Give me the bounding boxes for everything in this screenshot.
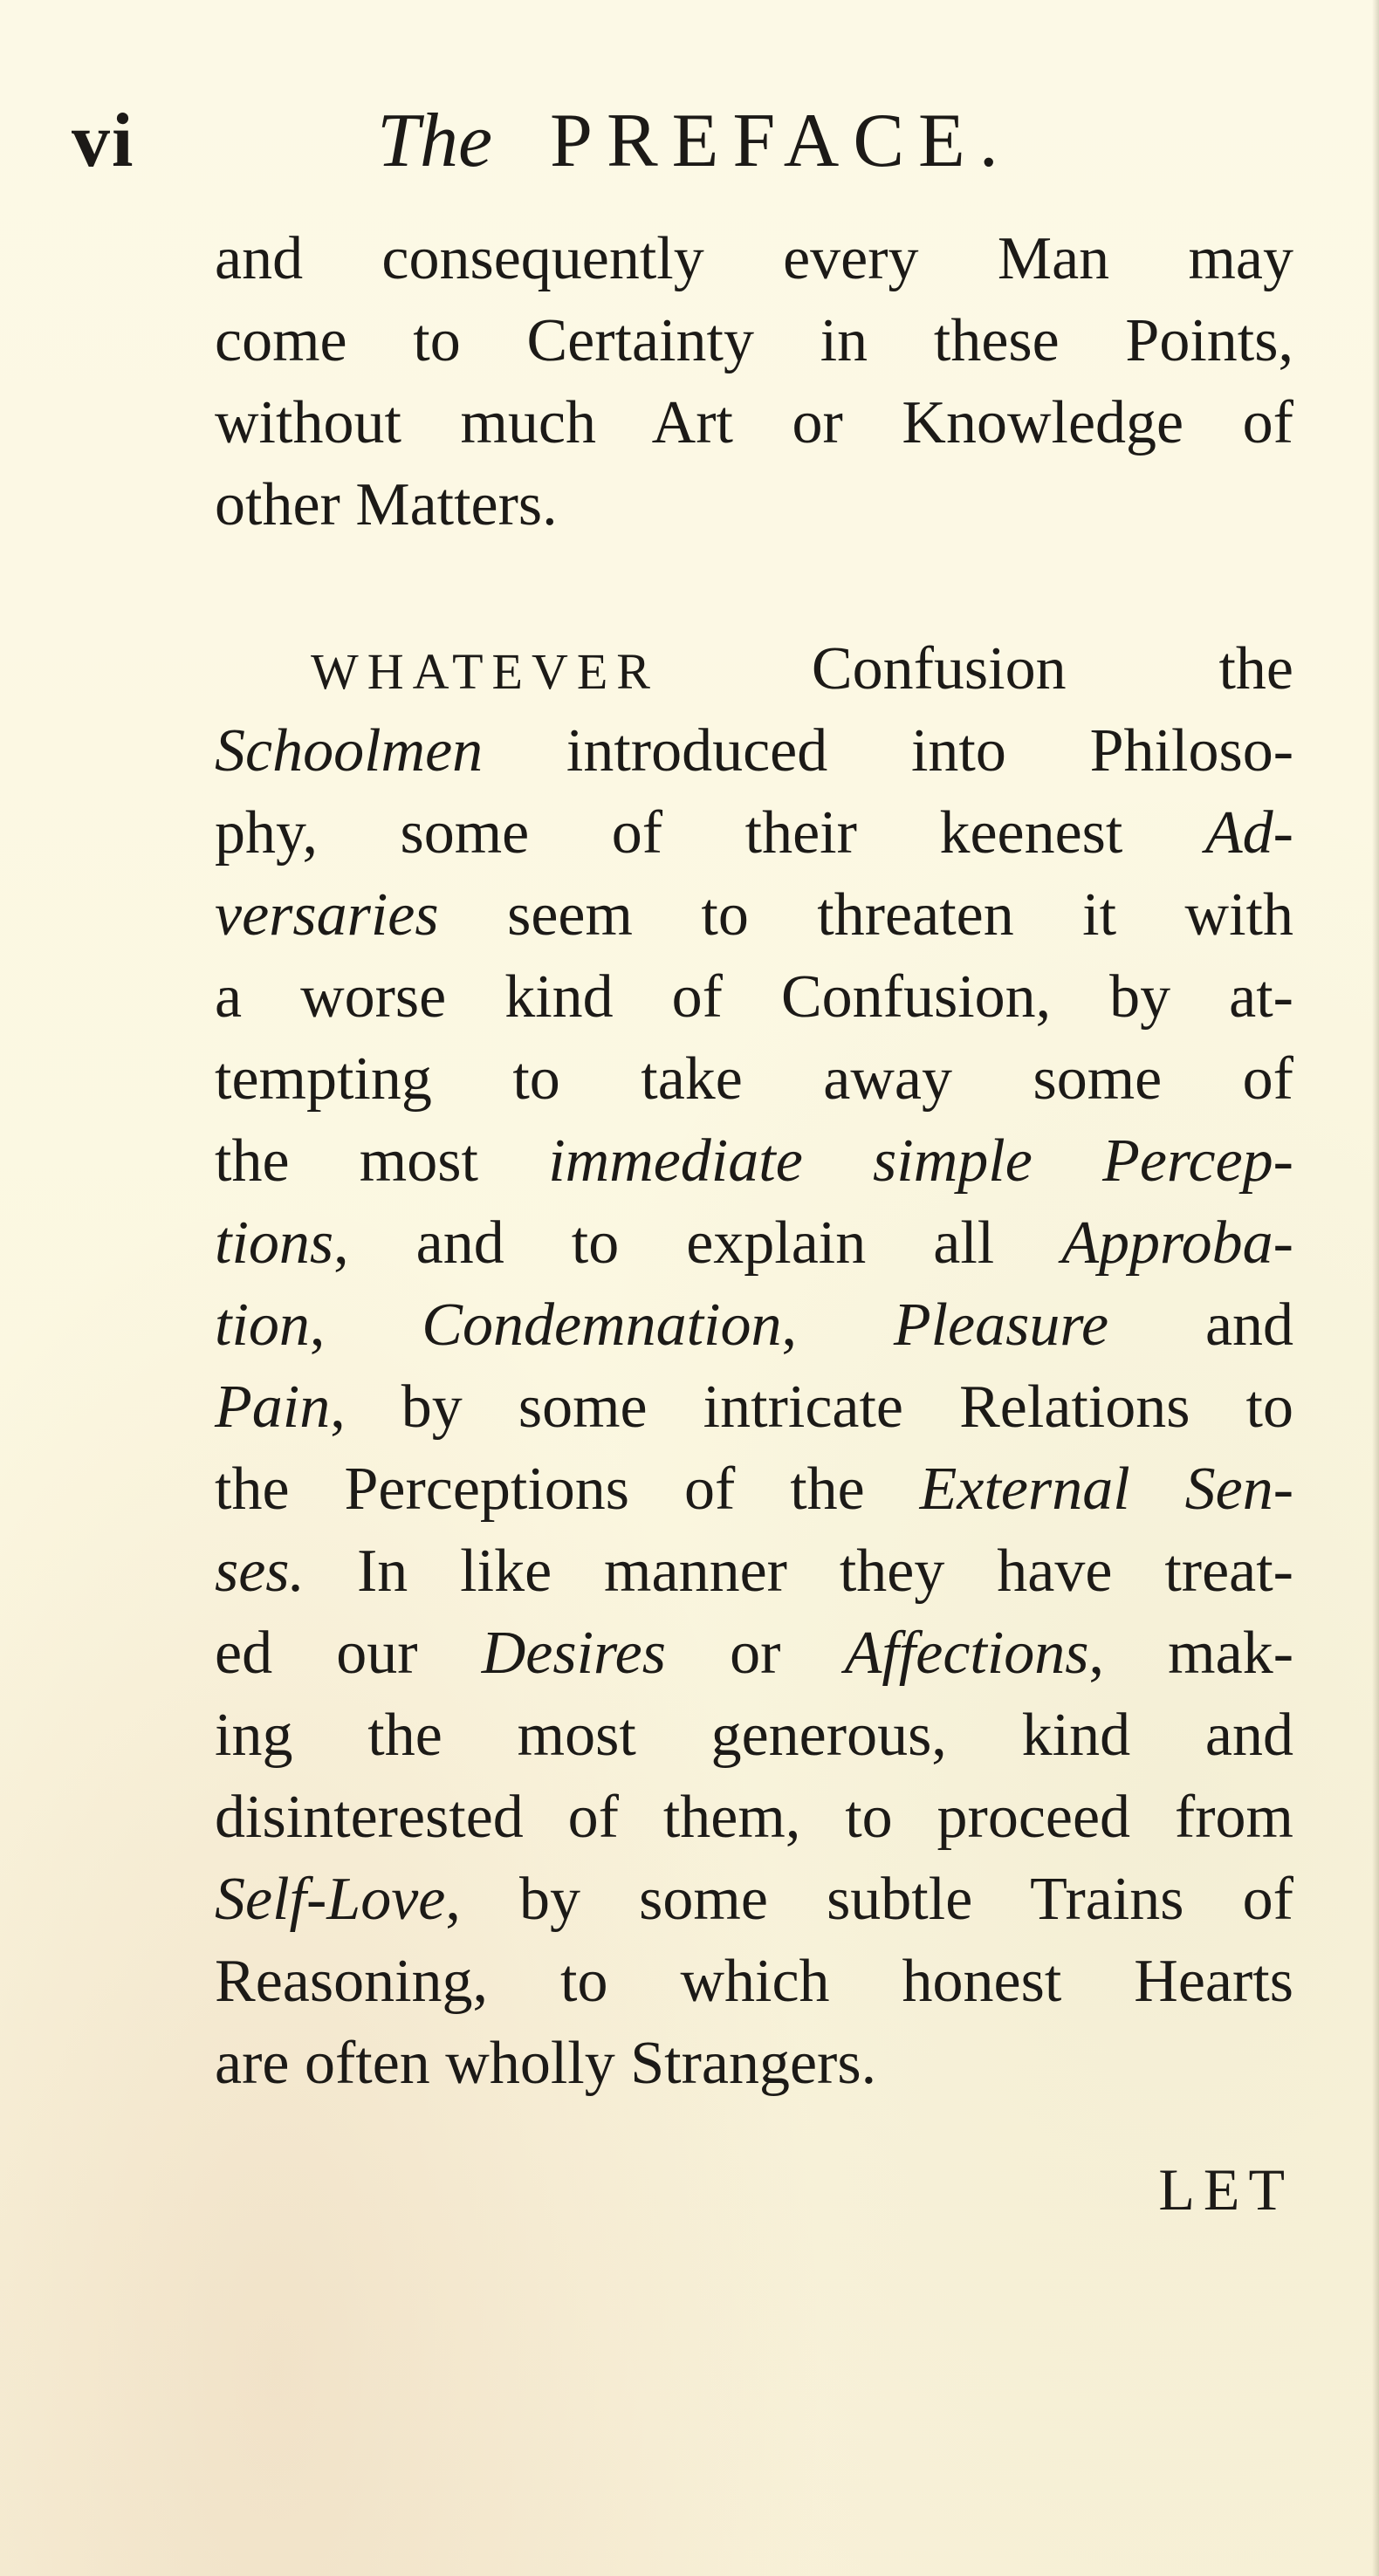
text-line: and consequently every Man may — [215, 225, 1293, 292]
text-line: WHATEVER Confusion the — [311, 635, 1293, 702]
text-line: Self-Love, by some subtle Trains of — [215, 1866, 1293, 1933]
paragraph-gap — [215, 546, 1293, 628]
text-line: without much Art or Knowledge of — [215, 389, 1293, 456]
page-number: vi — [72, 99, 135, 183]
text-line: tions, and to explain all Approba- — [215, 1209, 1293, 1277]
running-head-the: The — [377, 99, 492, 183]
text-line: other Matters. — [215, 471, 558, 538]
text-line: the Perceptions of the External Sen- — [215, 1456, 1293, 1523]
text-line: the most immediate simple Percep- — [215, 1127, 1293, 1195]
text-line: Schoolmen introduced into Philoso- — [215, 717, 1294, 784]
lead-word: WHATEVER — [311, 643, 659, 700]
text-line: tempting to take away some of — [215, 1045, 1293, 1113]
catchword: LET — [1158, 2156, 1293, 2223]
text-line: are often wholly Strangers. — [215, 2030, 877, 2097]
text-line: disinterested of them, to proceed from — [215, 1784, 1293, 1851]
running-head-preface: PREFACE. — [550, 99, 1012, 183]
running-head-space — [511, 99, 531, 183]
text-line: Reasoning, to which honest Hearts — [215, 1948, 1293, 2015]
text-line: come to Certainty in these Points, — [215, 307, 1293, 374]
running-head — [377, 99, 1012, 183]
body-text — [215, 218, 1293, 2105]
text-line: ed our Desires or Affections, mak- — [215, 1620, 1294, 1687]
page-edge-shadow — [1372, 0, 1379, 2576]
text-line: Pain, by some intricate Relations to — [215, 1374, 1293, 1441]
text-line: ing the most generous, kind and — [215, 1702, 1293, 1769]
text-line: versaries seem to threaten it with — [215, 881, 1293, 949]
text-line: a worse kind of Confusion, by at- — [215, 963, 1293, 1031]
text-line: tion, Condemnation, Pleasure and — [215, 1291, 1294, 1359]
text-line: ses. In like manner they have treat- — [215, 1538, 1293, 1605]
text-line: phy, some of their keenest Ad- — [215, 799, 1293, 867]
